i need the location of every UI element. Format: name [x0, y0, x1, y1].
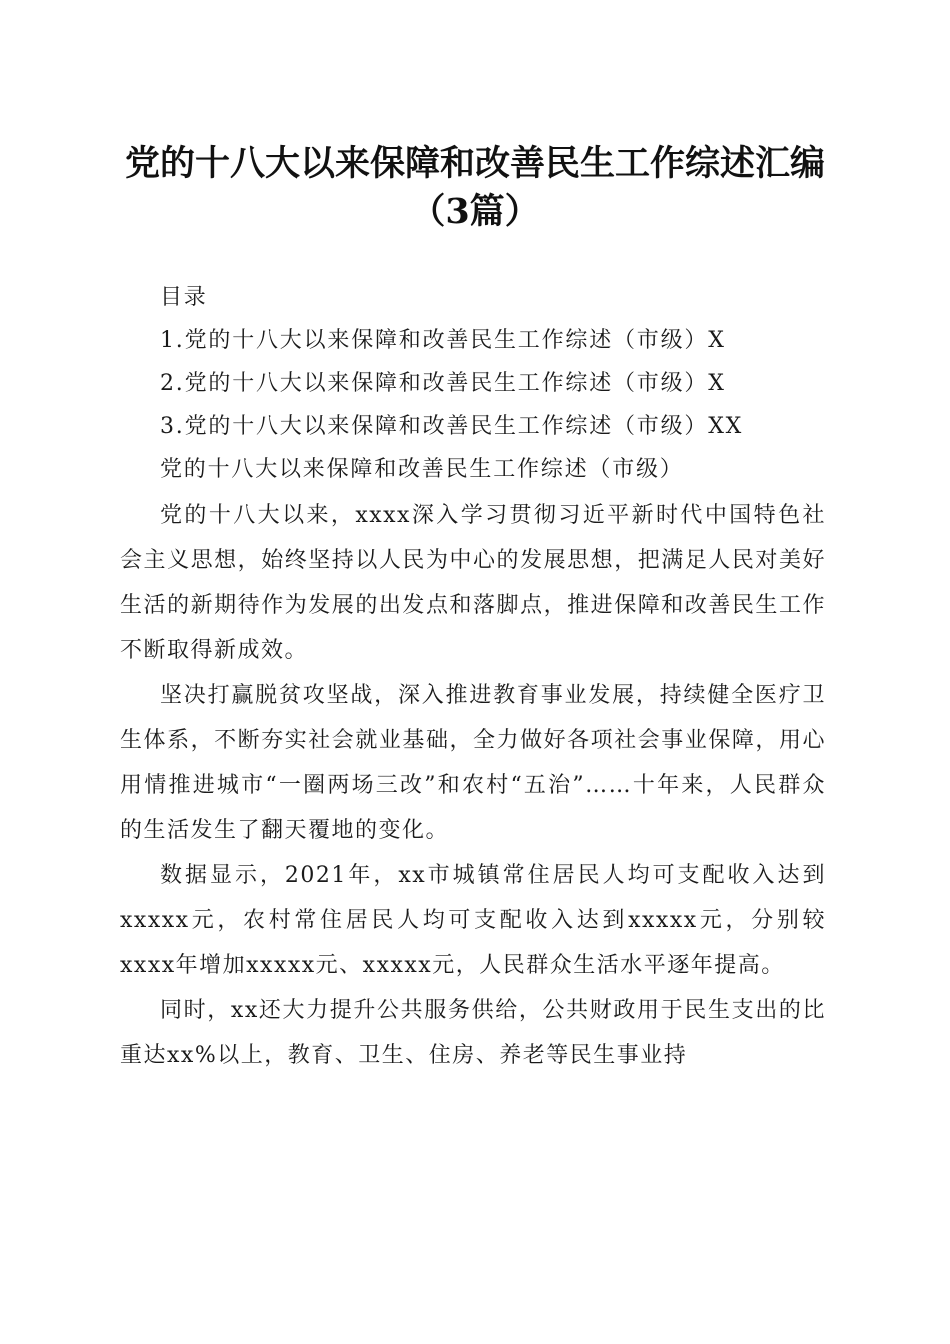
body-paragraph: 党的十八大以来，xxxx深入学习贯彻习近平新时代中国特色社会主义思想，始终坚持以人民为中心的发展思想，把满足人民对美好生活的新期待作为发展的出发点和落脚点，推进保障和改善民生工作不断取得新成效。	[120, 503, 826, 663]
toc-item: 1.党的十八大以来保障和改善民生工作综述（市级）X	[160, 328, 726, 353]
toc-item: 3.党的十八大以来保障和改善民生工作综述（市级）XX	[160, 414, 744, 439]
document-title: 党的十八大以来保障和改善民生工作综述汇编	[124, 143, 825, 184]
body-paragraph: 坚决打赢脱贫攻坚战，深入推进教育事业发展，持续健全医疗卫生体系，不断夯实社会就业基础，全力做好各项社会事业保障，用心用情推进城市“一圈两场三改”和农村“五治”……十年来，人民群众的生活发生了翻天覆地的变化。	[120, 683, 826, 843]
document-body	[120, 276, 826, 1078]
article-heading: 党的十八大以来保障和改善民生工作综述（市级）	[160, 457, 684, 482]
toc-item: 2.党的十八大以来保障和改善民生工作综述（市级）X	[160, 371, 726, 396]
body-paragraph: 同时，xx还大力提升公共服务供给，公共财政用于民生支出的比重达xx%以上，教育、卫生、住房、养老等民生事业持	[120, 998, 826, 1068]
document-title-count: （3篇）	[410, 191, 540, 232]
toc-heading: 目录	[160, 285, 208, 310]
body-paragraph: 数据显示，2021年，xx市城镇常住居民人均可支配收入达到xxxxx元，农村常住居民人均可支配收入达到xxxxx元，分别较xxxx年增加xxxxx元、xxxxx元，人民群众生活水平逐年提高。	[120, 863, 826, 978]
